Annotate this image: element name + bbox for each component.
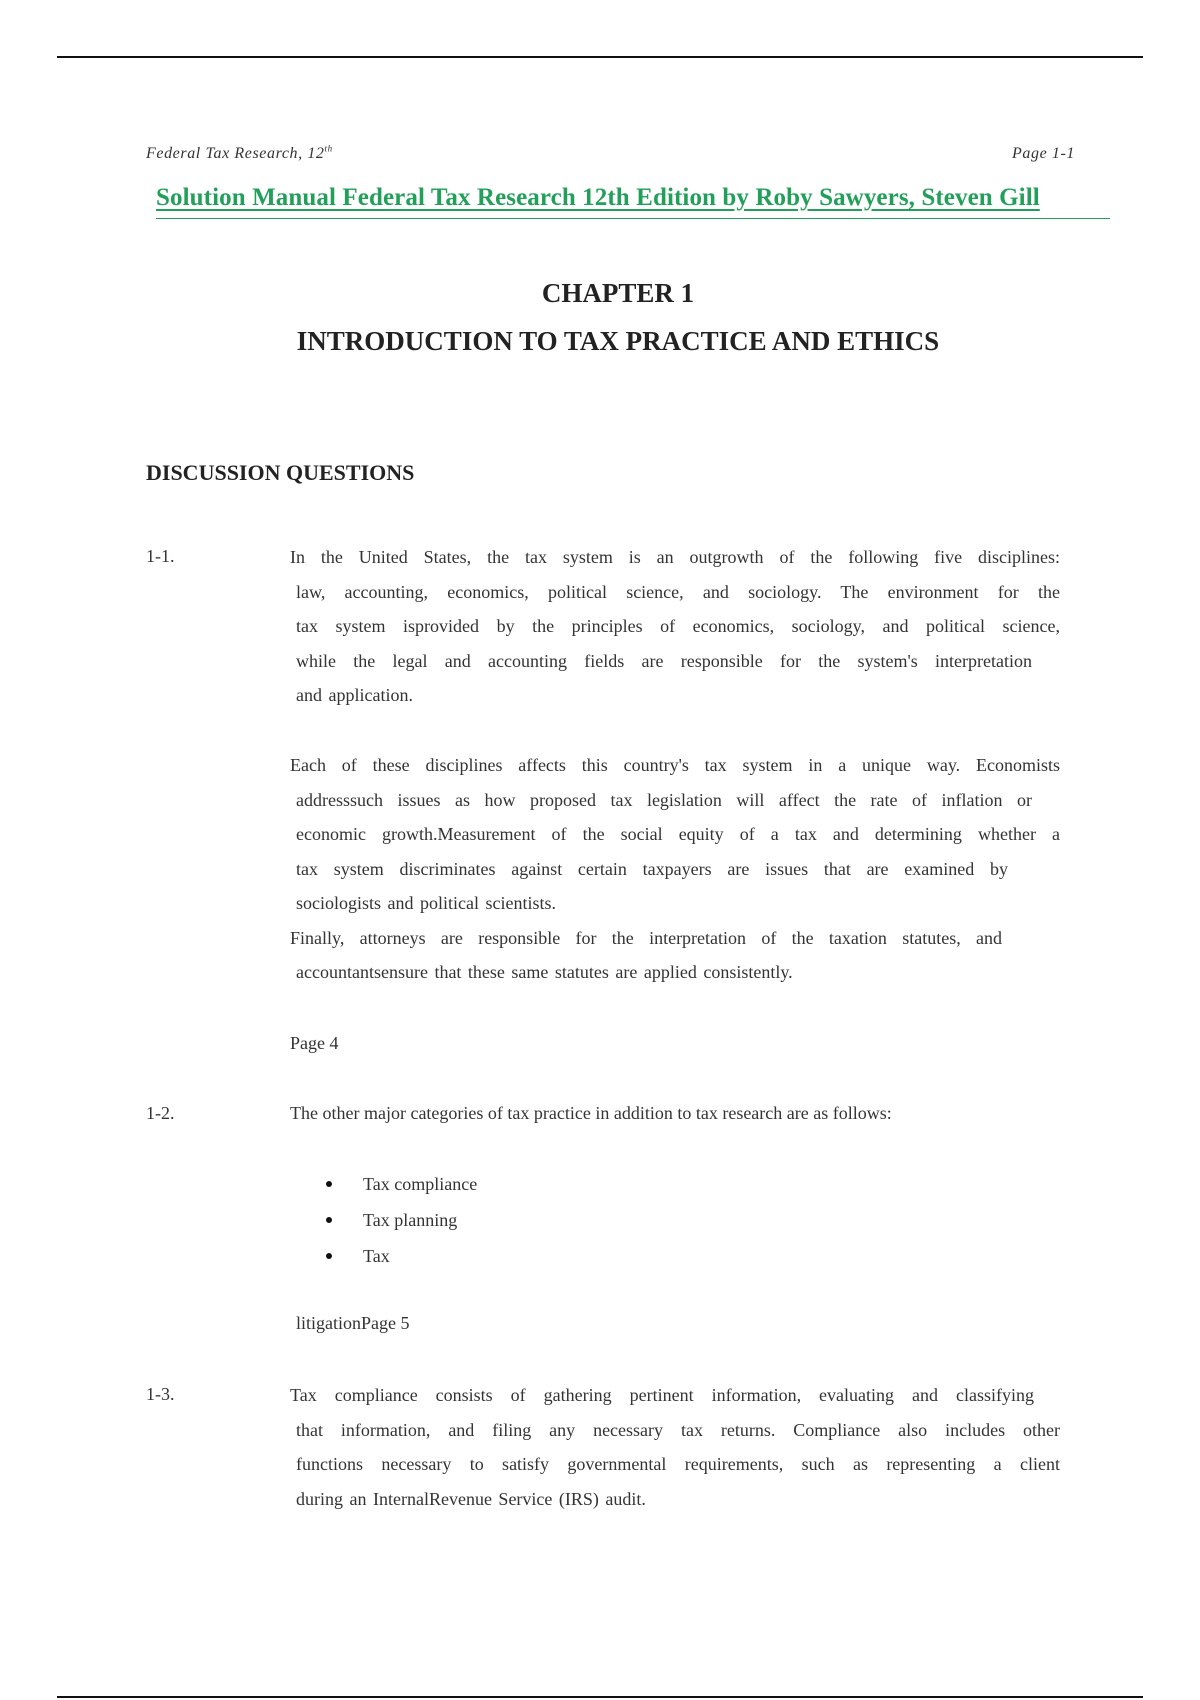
text-line: In the United States, the tax system is an outgrowth of the following five disciplines: xyxy=(290,547,1060,567)
answer-1-1-paragraph-1 xyxy=(290,540,1060,713)
answer-1-2-intro: The other major categories of tax practice in addition to tax research are as follows: xyxy=(290,1103,892,1123)
chapter-number: CHAPTER 1 xyxy=(541,278,695,308)
tax-practice-categories-list xyxy=(326,1170,477,1278)
top-rule xyxy=(57,56,1143,58)
answer-1-1-paragraph-2 xyxy=(290,748,1060,990)
section-heading: DISCUSSION QUESTIONS xyxy=(146,460,415,485)
list-item xyxy=(326,1242,477,1278)
text-line: during an InternalRevenue Service (IRS) audit. xyxy=(296,1488,646,1509)
page-reference: Page 4 xyxy=(290,1033,339,1053)
running-header-page: Page 1-1 xyxy=(1012,145,1076,162)
text-line: economic growth.Measurement of the social equity of a tax and determining whether a xyxy=(296,824,1060,844)
edition-superscript: th xyxy=(324,143,333,154)
bottom-rule xyxy=(57,1696,1143,1698)
chapter-title: INTRODUCTION TO TAX PRACTICE AND ETHICS xyxy=(296,326,940,356)
text-line: tax system discriminates against certain taxpayers are issues that are examined by xyxy=(296,858,1008,879)
list-item-label: Tax compliance xyxy=(363,1174,478,1194)
running-header-title: Federal Tax Research, 12th xyxy=(146,143,333,162)
text-line: functions necessary to satisfy governmental requirements, such as representing a client xyxy=(296,1454,1060,1474)
text-line: Tax compliance consists of gathering pertinent information, evaluating and classifying xyxy=(290,1385,1034,1405)
document-title-link[interactable]: Solution Manual Federal Tax Research 12th Edition by Roby Sawyers, Steven Gill xyxy=(156,184,1110,212)
question-number-1-2: 1-2. xyxy=(146,1103,175,1123)
text-line: law, accounting, economics, political science, and sociology. The environment for the xyxy=(296,581,1060,602)
text-line: sociologists and political scientists. xyxy=(296,893,556,913)
text-line: addresssuch issues as how proposed tax legislation will affect the rate of inflation or xyxy=(296,789,1032,810)
answer-1-3-paragraph xyxy=(290,1378,1060,1516)
bullet-icon xyxy=(326,1181,332,1187)
list-item xyxy=(326,1170,477,1206)
text-line: and application. xyxy=(296,685,413,705)
text-line: while the legal and accounting fields are responsible for the system's interpretation xyxy=(296,650,1032,671)
answer-1-2-trailing: litigationPage 5 xyxy=(296,1313,410,1333)
text-line: that information, and filing any necessary tax returns. Compliance also includes other xyxy=(296,1419,1060,1440)
bullet-icon xyxy=(326,1253,332,1259)
question-number-1-3: 1-3. xyxy=(146,1384,175,1404)
text-line: accountantsensure that these same statutes are applied consistently. xyxy=(296,962,793,982)
bullet-icon xyxy=(326,1217,332,1223)
text-line: tax system isprovided by the principles of economics, sociology, and political science, xyxy=(296,616,1060,636)
text-line: Finally, attorneys are responsible for the interpretation of the taxation statutes, and xyxy=(290,927,1002,948)
list-item xyxy=(326,1206,477,1242)
text-line: Each of these disciplines affects this country's tax system in a unique way. Economists xyxy=(290,755,1060,775)
list-item-label: Tax planning xyxy=(363,1210,458,1230)
list-item-label: Tax xyxy=(363,1246,390,1266)
question-number-1-1: 1-1. xyxy=(146,546,175,566)
